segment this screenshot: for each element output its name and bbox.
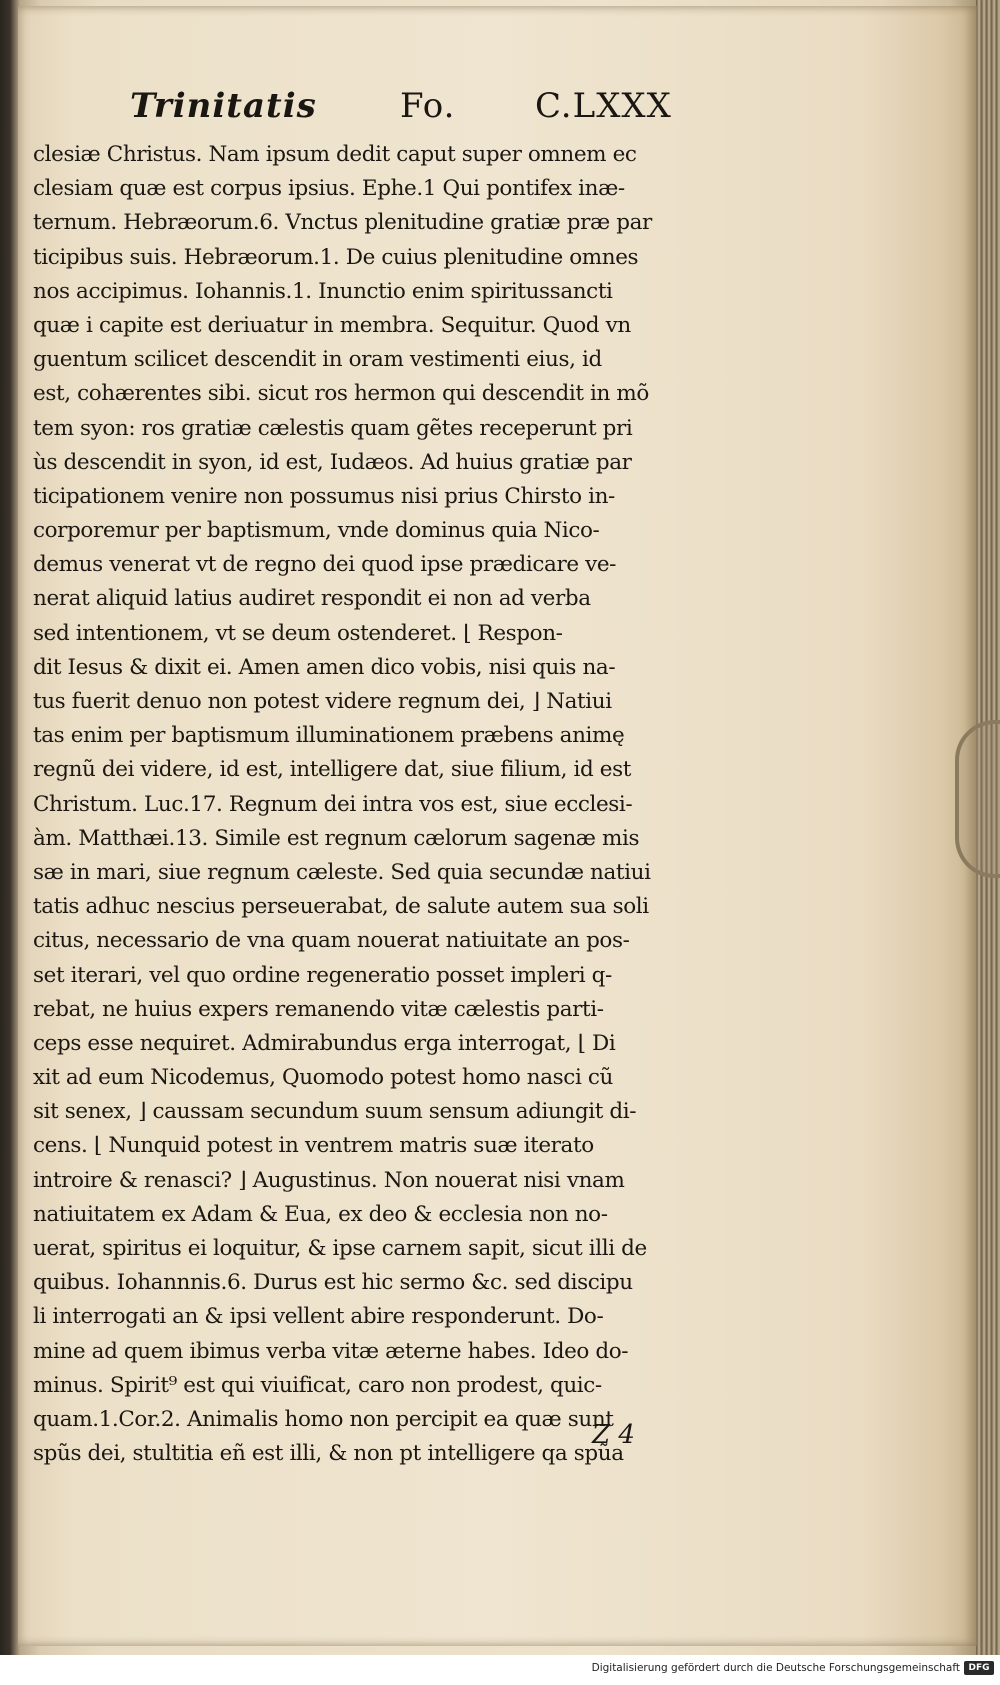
text-line: sed intentionem, vt se deum ostenderet. ⌊ Respon- — [33, 620, 563, 646]
text-line: sit senex, ⌋ caussam secundum suum sensum adiungit di- — [33, 1099, 637, 1125]
page-header — [130, 82, 700, 132]
text-line: ùs descendit in syon, id est, Iudæos. Ad huius gratiæ par — [33, 449, 632, 475]
text-line: tatis adhuc nescius perseuerabat, de salute autem sua soli — [33, 894, 649, 920]
text-line: quam.1.Cor.2. Animalis homo non percipit ea quæ sunt — [33, 1406, 614, 1432]
signature-mark: Z 4 — [592, 1420, 635, 1450]
dfg-logo: DFG — [964, 1661, 994, 1675]
text-line: ticipationem venire non possumus nisi prius Chirsto in- — [33, 483, 615, 509]
body-text — [33, 138, 733, 1471]
text-line: mine ad quem ibimus verba vitæ æterne habes. Ideo do- — [33, 1338, 629, 1364]
text-line: minus. Spirit⁹ est qui viuificat, caro non prodest, quic- — [33, 1372, 602, 1398]
text-line: Christum. Luc.17. Regnum dei intra vos est, siue ecclesi- — [33, 791, 633, 817]
text-line: xit ad eum Nicodemus, Quomodo potest homo nasci cũ — [33, 1065, 613, 1091]
text-line: li interrogati an & ipsi vellent abire responderunt. Do- — [33, 1304, 604, 1330]
text-line: citus, necessario de vna quam nouerat natiuitate an pos- — [33, 928, 630, 954]
text-line: rebat, ne huius expers remanendo vitæ cælestis parti- — [33, 996, 604, 1022]
text-line: ceps esse nequiret. Admirabundus erga interrogat, ⌊ Di — [33, 1030, 616, 1056]
text-line: nos accipimus. Iohannis.1. Inunctio enim spiritussancti — [33, 278, 613, 304]
text-line: clesiæ Christus. Nam ipsum dedit caput super omnem ec — [33, 142, 637, 167]
text-line: quæ i capite est deriuatur in membra. Sequitur. Quod vn — [33, 312, 631, 338]
text-line: cens. ⌊ Nunquid potest in ventrem matris suæ iterato — [33, 1133, 594, 1159]
text-line: natiuitatem ex Adam & Eua, ex deo & ecclesia non no- — [33, 1201, 608, 1227]
text-line: sæ in mari, siue regnum cæleste. Sed quia secundæ natiui — [33, 859, 651, 885]
text-line: ternum. Hebræorum.6. Vnctus plenitudine gratiæ præ par — [33, 210, 652, 236]
text-line: dit Iesus & dixit ei. Amen amen dico vobis, nisi quis na- — [33, 654, 616, 680]
book-clasp — [955, 720, 1000, 878]
text-line: introire & renasci? ⌋ Augustinus. Non nouerat nisi vnam — [33, 1167, 625, 1193]
text-line: tus fuerit denuo non potest videre regnum dei, ⌋ Natiui — [33, 689, 612, 714]
text-line: set iterari, vel quo ordine regeneratio posset impleri q- — [33, 962, 612, 988]
text-line: est, cohærentes sibi. sicut ros hermon qui descendit in mõ — [33, 381, 649, 407]
running-title: Trinitatis — [130, 86, 317, 126]
text-line: ticipibus suis. Hebræorum.1. De cuius plenitudine omnes — [33, 244, 639, 270]
text-line: tem syon: ros gratiæ cælestis quam gẽtes receperunt pri — [33, 415, 633, 441]
folio-prefix: Fo. — [400, 86, 456, 126]
text-line: guentum scilicet descendit in oram vestimenti eius, id — [33, 347, 602, 373]
text-line: regnũ dei videre, id est, intelligere dat, siue filium, id est — [33, 757, 632, 783]
text-line: tas enim per baptismum illuminationem præbens animę — [33, 723, 625, 749]
text-line: àm. Matthæi.13. Simile est regnum cælorum sagenæ mis — [33, 825, 640, 851]
footer-bar — [0, 1658, 1000, 1685]
text-line: spũs dei, stultitia eñ est illi, & non pt intelligere qa spũa — [33, 1441, 624, 1467]
text-line: uerat, spiritus ei loquitur, & ipse carnem sapit, sicut illi de — [33, 1236, 647, 1261]
text-line: clesiam quæ est corpus ipsius. Ephe.1 Qui pontifex inæ- — [33, 176, 625, 202]
text-line: demus venerat vt de regno dei quod ipse prædicare ve- — [33, 552, 617, 578]
text-line: nerat aliquid latius audiret respondit ei non ad verba — [33, 586, 591, 612]
text-line: corporemur per baptismum, vnde dominus quia Nico- — [33, 518, 600, 544]
text-line: quibus. Iohannnis.6. Durus est hic sermo &c. sed discipu — [33, 1270, 633, 1296]
funding-credit: Digitalisierung gefördert durch die Deutsche Forschungsgemeinschaft — [591, 1662, 960, 1674]
folio-number: C.LXXX — [535, 86, 672, 126]
